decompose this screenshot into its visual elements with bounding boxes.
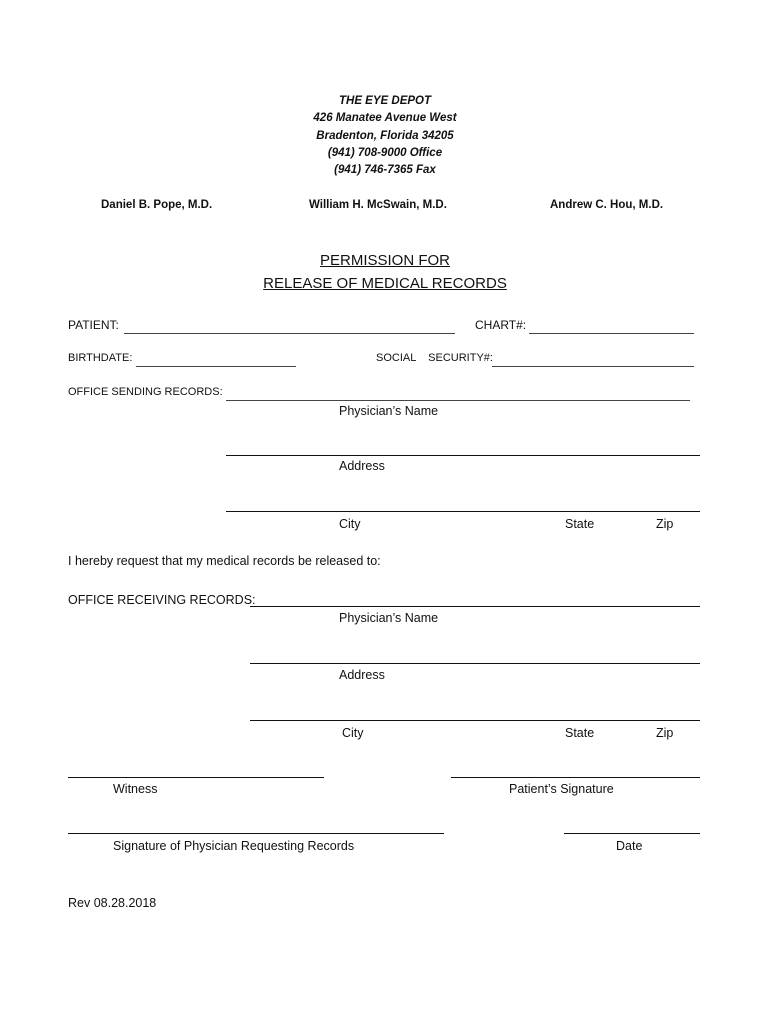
social-security-label: SOCIAL SECURITY#: <box>376 352 493 364</box>
sending-address-caption: Address <box>339 459 385 473</box>
sending-state-caption: State <box>565 517 595 531</box>
sending-city-state-zip-field[interactable] <box>226 511 700 512</box>
office-sending-label: OFFICE SENDING RECORDS: <box>68 386 223 398</box>
receiving-zip-caption: Zip <box>656 726 674 740</box>
witness-signature-field[interactable] <box>68 777 324 778</box>
sending-address-field[interactable] <box>226 455 700 456</box>
patient-field[interactable] <box>124 333 455 334</box>
birthdate-field[interactable] <box>136 366 296 367</box>
city-state-zip: Bradenton, Florida 34205 <box>316 130 454 142</box>
office-receiving-field[interactable] <box>250 606 700 607</box>
birthdate-label: BIRTHDATE: <box>68 352 133 364</box>
receiving-state-caption: State <box>565 726 595 740</box>
doctor-name-1: Daniel B. Pope, M.D. <box>101 199 213 211</box>
fax-number: (941) 746-7365 Fax <box>334 164 436 176</box>
sending-zip-caption: Zip <box>656 517 674 531</box>
patient-label: PATIENT: <box>68 318 119 332</box>
social-security-field[interactable] <box>492 366 694 367</box>
patient-signature-field[interactable] <box>451 777 700 778</box>
date-caption: Date <box>616 839 643 853</box>
patient-signature-caption: Patient’s Signature <box>509 782 614 796</box>
receiving-city-state-zip-field[interactable] <box>250 720 700 721</box>
date-field[interactable] <box>564 833 700 834</box>
receiving-city-caption: City <box>342 726 364 740</box>
doctor-name-3: Andrew C. Hou, M.D. <box>550 199 664 211</box>
witness-caption: Witness <box>113 782 158 796</box>
form-title-line-1: PERMISSION FOR <box>319 252 450 269</box>
revision-label: Rev 08.28.2018 <box>68 896 157 910</box>
form-title-line-2: RELEASE OF MEDICAL RECORDS <box>263 275 507 292</box>
receiving-address-caption: Address <box>339 668 385 682</box>
office-sending-field[interactable] <box>226 400 690 401</box>
chart-label: CHART#: <box>475 318 527 332</box>
physician-signature-caption: Signature of Physician Requesting Records <box>113 839 355 853</box>
chart-field[interactable] <box>529 333 694 334</box>
receiving-physician-name-caption: Physician’s Name <box>339 611 439 625</box>
physician-signature-field[interactable] <box>68 833 444 834</box>
doctor-name-2: William H. McSwain, M.D. <box>309 199 447 211</box>
receiving-address-field[interactable] <box>250 663 700 664</box>
request-statement: I hereby request that my medical records be released to: <box>68 554 381 568</box>
office-phone: (941) 708-9000 Office <box>327 147 443 159</box>
office-receiving-label: OFFICE RECEIVING RECORDS: <box>68 593 256 607</box>
sending-physician-name-caption: Physician’s Name <box>339 404 439 418</box>
practice-name: THE EYE DEPOT <box>338 95 432 107</box>
sending-city-caption: City <box>339 517 361 531</box>
street-address: 426 Manatee Avenue West <box>313 112 457 124</box>
